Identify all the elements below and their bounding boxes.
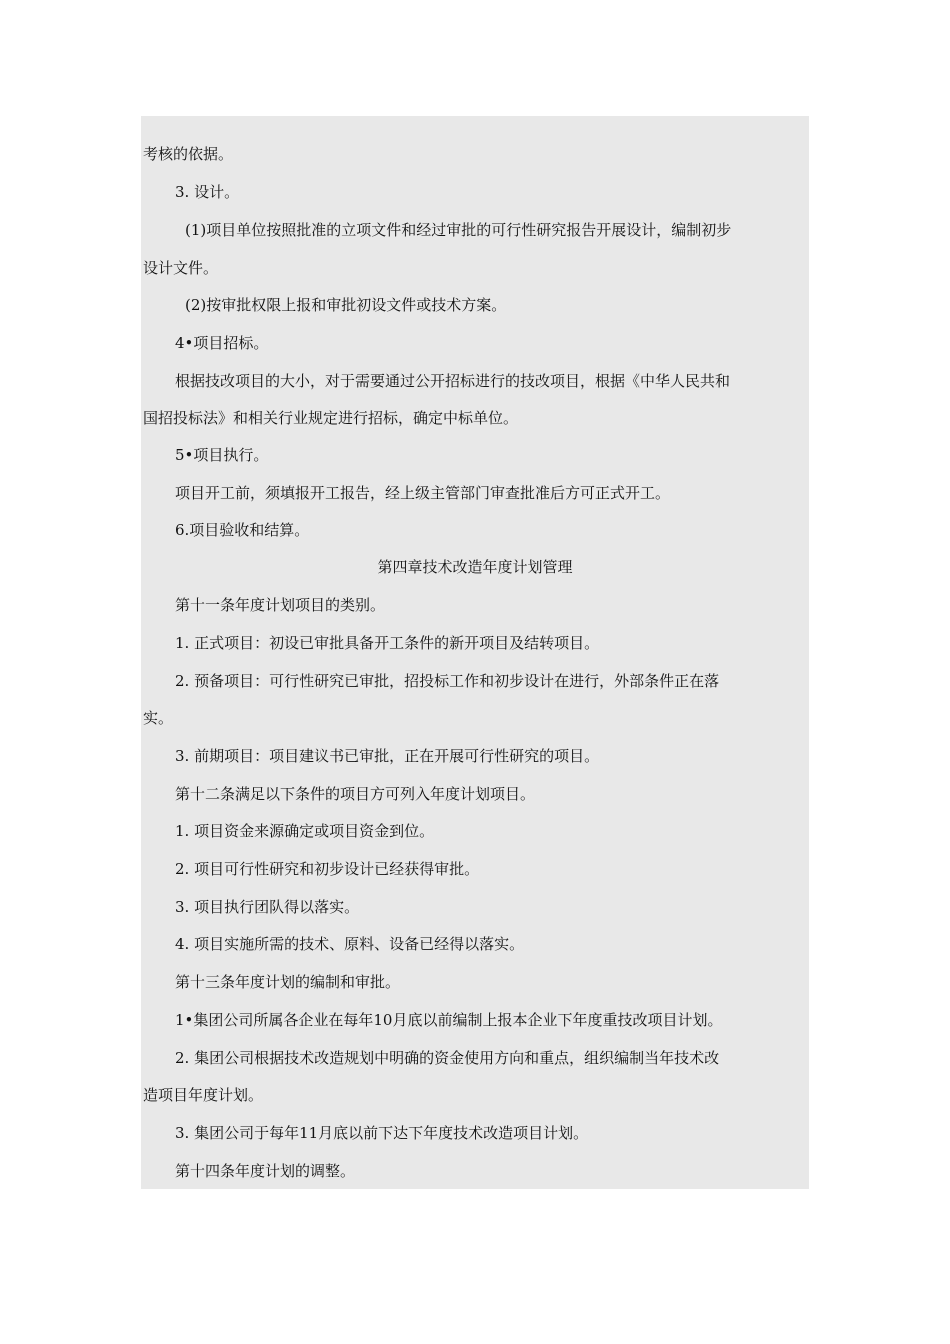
text-line: 2. 预备项目：可行性研究已审批，招投标工作和初步设计在进行，外部条件正在落 — [175, 672, 720, 690]
text-line: 3. 项目执行团队得以落实。 — [175, 898, 360, 916]
text-line: 4. 项目实施所需的技术、原料、设备已经得以落实。 — [175, 935, 525, 953]
text-line: 1. 正式项目：初设已审批具备开工条件的新开项目及结转项目。 — [175, 634, 600, 652]
text-line: 国招投标法》和相关行业规定进行招标，确定中标单位。 — [143, 409, 519, 427]
text-line: 2. 项目可行性研究和初步设计已经获得审批。 — [175, 860, 480, 878]
text-line: 第十一条年度计划项目的类别。 — [175, 596, 386, 614]
text-line: 第十三条年度计划的编制和审批。 — [175, 973, 401, 991]
chapter-heading: 第四章技术改造年度计划管理 — [377, 558, 573, 576]
text-line: 4•项目招标。 — [175, 334, 269, 352]
text-line: 1•集团公司所属各企业在每年10月底以前编制上报本企业下年度重技改项目计划。 — [175, 1011, 723, 1029]
text-line: 项目开工前，须填报开工报告，经上级主管部门审查批准后方可正式开工。 — [175, 484, 671, 502]
text-line: (1)项目单位按照批准的立项文件和经过审批的可行性研究报告开展设计，编制初步 — [185, 221, 732, 239]
text-line: 根据技改项目的大小，对于需要通过公开招标进行的技改项目，根据《中华人民共和 — [175, 372, 731, 390]
document-text-panel — [141, 116, 809, 1189]
text-line: 6.项目验收和结算。 — [175, 521, 310, 539]
text-line: 3. 前期项目：项目建议书已审批，正在开展可行性研究的项目。 — [175, 747, 600, 765]
text-line: 3. 设计。 — [175, 183, 240, 201]
text-line: (2)按审批权限上报和审批初设文件或技术方案。 — [185, 296, 507, 314]
text-line: 5•项目执行。 — [175, 446, 269, 464]
text-line: 设计文件。 — [143, 259, 219, 277]
text-line: 第十二条满足以下条件的项目方可列入年度计划项目。 — [175, 785, 536, 803]
text-line: 第十四条年度计划的调整。 — [175, 1162, 356, 1180]
text-line: 3. 集团公司于每年11月底以前下达下年度技术改造项目计划。 — [175, 1124, 589, 1142]
text-line: 2. 集团公司根据技术改造规划中明确的资金使用方向和重点，组织编制当年技术改 — [175, 1049, 720, 1067]
text-line: 考核的依据。 — [143, 145, 234, 163]
text-line: 1. 项目资金来源确定或项目资金到位。 — [175, 822, 435, 840]
text-line: 实。 — [143, 709, 174, 727]
text-line: 造项目年度计划。 — [143, 1086, 264, 1104]
